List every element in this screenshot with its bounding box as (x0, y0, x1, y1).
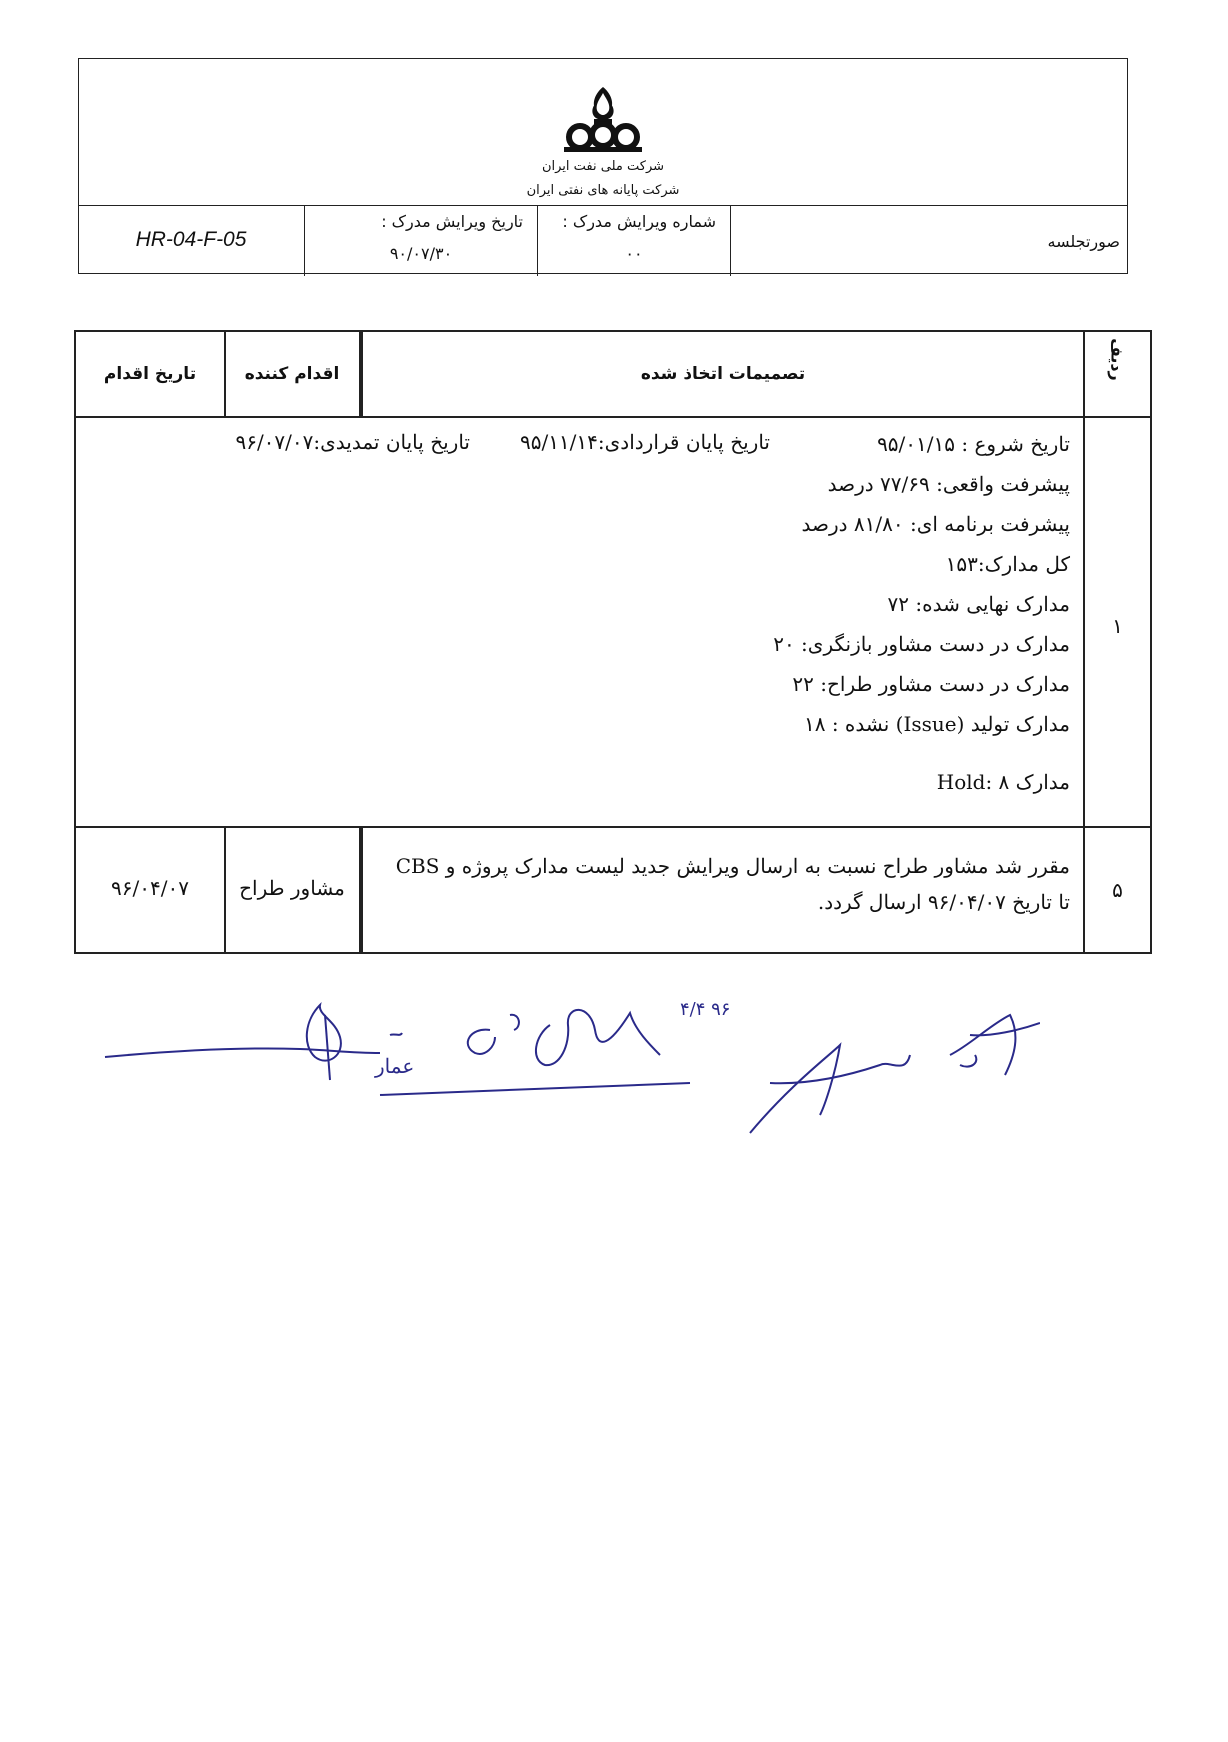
header-row-no (1083, 332, 1150, 416)
revision-number-cell (537, 206, 730, 276)
contract-end-date: تاریخ پایان قراردادی:۹۵/۱۱/۱۴ (519, 430, 770, 454)
company-name-line1: شرکت ملی نفت ایران (541, 159, 665, 174)
revision-date-cell (304, 206, 537, 276)
revision-date-value: ۹۰/۰۷/۳۰ (389, 244, 453, 263)
decisions-heading: تصمیمات اتخاذ شده (640, 364, 806, 384)
review-consultant-documents: مدارک در دست مشاور بازنگری: ۲۰ (773, 632, 1070, 656)
actor-cell (225, 828, 361, 952)
actor-value: مشاور طراح (239, 876, 345, 900)
nioc-logo (79, 85, 1127, 155)
action-date-cell (76, 828, 226, 952)
row-number: ۵ (1112, 878, 1123, 902)
form-code: HR-04-F-05 (135, 228, 247, 251)
start-date: تاریخ شروع : ۹۵/۰۱/۱۵ (877, 432, 1070, 456)
total-documents: کل مدارک:۱۵۳ (945, 552, 1070, 576)
actual-progress: پیشرفت واقعی: ۷۷/۶۹ درصد (827, 472, 1070, 496)
signatures-area (90, 975, 1040, 1165)
decisions-table (74, 330, 1152, 954)
row-no-cell (1083, 828, 1150, 952)
header-decisions (361, 332, 1083, 416)
revision-number-value: ۰۰ (625, 244, 643, 263)
action-date-value: ۹۶/۰۴/۰۷ (111, 876, 189, 900)
actor-heading: اقدام کننده (244, 364, 340, 384)
table-row (76, 828, 1150, 952)
document-header (78, 58, 1128, 274)
doc-title-cell (730, 206, 1128, 276)
doc-title: صورتجلسه (1047, 232, 1120, 251)
planned-progress: پیشرفت برنامه ای: ۸۱/۸۰ درصد (801, 512, 1070, 536)
revision-number-label: شماره ویرایش مدرک : (562, 212, 716, 231)
decision-line-2: تا تاریخ ۹۶/۰۴/۰۷ ارسال گردد. (817, 890, 1070, 914)
table-header-row (76, 332, 1150, 418)
header-action-date (76, 332, 226, 416)
handwritten-signatures-icon (90, 975, 1040, 1165)
design-consultant-documents: مدارک در دست مشاور طراح: ۲۲ (792, 672, 1070, 696)
row-no-heading: ردیف (1107, 338, 1127, 381)
form-code-cell (78, 206, 304, 276)
table-row (76, 418, 1150, 828)
header-actor (225, 332, 361, 416)
revision-date-label: تاریخ ویرایش مدرک : (381, 212, 523, 231)
row-number: ۱ (1112, 614, 1123, 638)
company-name-line2: شرکت پایانه های نفتی ایران (526, 183, 680, 198)
extended-end-date: تاریخ پایان تمدیدی:۹۶/۰۷/۰۷ (235, 430, 470, 454)
header-meta-row (78, 205, 1128, 276)
signer-mark: عمار (375, 1054, 415, 1078)
finalized-documents: مدارک نهایی شده: ۷۲ (887, 592, 1070, 616)
decision-line-1: مقرر شد مشاور طراح نسبت به ارسال ویرایش جدید لیست مدارک پروژه و CBS (395, 854, 1070, 878)
decision-text (370, 848, 1070, 920)
row-no-cell (1083, 418, 1150, 826)
hold-documents: مدارک Hold: ۸ (936, 770, 1070, 794)
not-issued-documents: مدارک تولید (Issue) نشده : ۱۸ (803, 712, 1070, 736)
flame-logo-icon (558, 85, 648, 153)
signature-date-note: ۴/۴ ۹۶ (680, 999, 731, 1020)
action-date-heading: تاریخ اقدام (103, 364, 197, 384)
